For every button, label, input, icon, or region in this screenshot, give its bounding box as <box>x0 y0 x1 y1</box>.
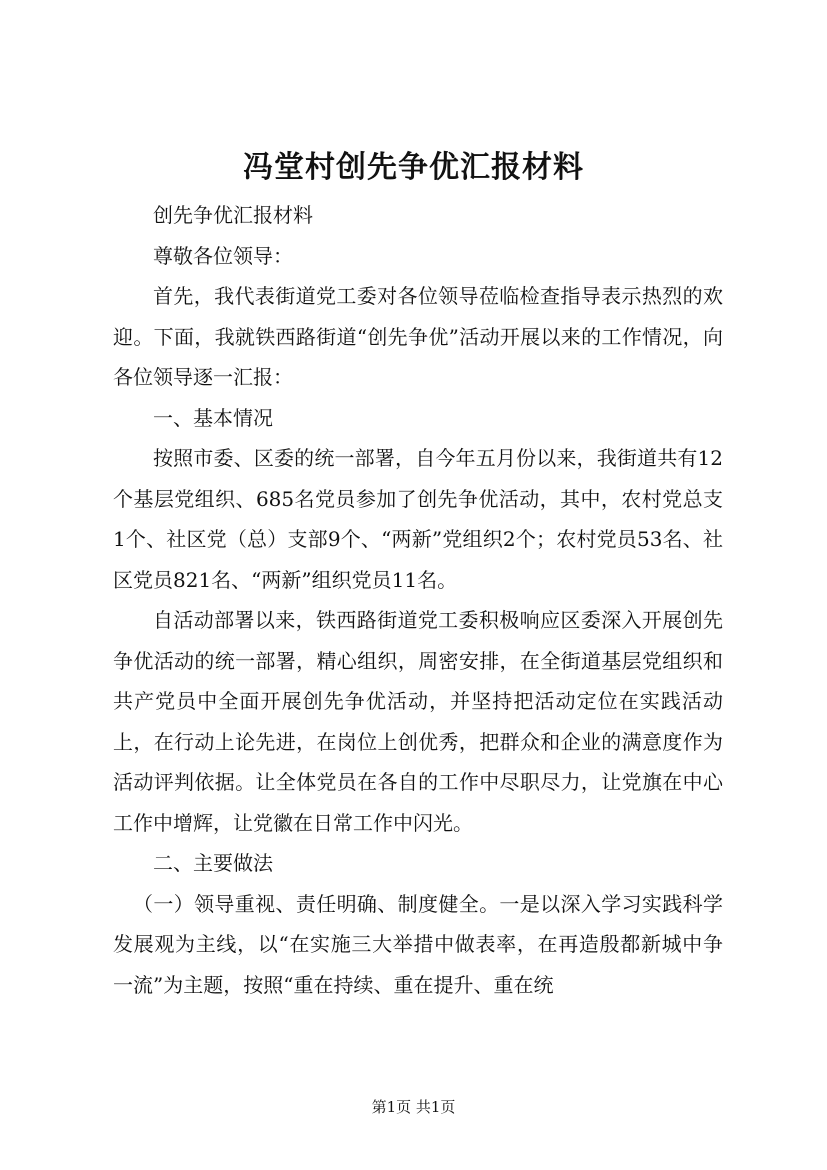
paragraph-subtitle: 创先争优汇报材料 <box>153 203 313 227</box>
page-footer: 第1页 共1页 <box>371 1098 456 1116</box>
section-heading-basic: 一、基本情况 <box>153 405 273 430</box>
paragraph-opening: 首先，我代表街道党工委对各位领导莅临检查指导表示热烈的欢迎。下面，我就铁西路街道“创先争优”活动开展以来的工作情况，向各位领导逐一汇报： <box>113 284 723 389</box>
section-heading-practices: 二、主要做法 <box>153 851 273 875</box>
paragraph-activity-deployment: 自活动部署以来，铁西路街道党工委积极响应区委深入开展创先争优活动的统一部署，精心组织，周密安排，在全街道基层党组织和共产党员中全面开展创先争优活动，并坚持把活动定位在实践活动上，在行动上论先进，在岗位上创优秀，把群众和企业的满意度作为活动评判依据。让全体党员在各自的工作中尽职尽力，让党旗在中心工作中增辉，让党徽在日常工作中闪光。 <box>113 608 723 835</box>
paragraph-basic-situation: 按照市委、区委的统一部署，自今年五月份以来，我街道共有12个基层党组织、685名党员参加了创先争优活动，其中，农村党总支1个、社区党（总）支部9个、“两新”党组织2个；农村党员53名、社区党员821名、“两新”组织党员11名。 <box>113 446 723 592</box>
paragraph-leadership: （一）领导重视、责任明确、制度健全。一是以深入学习实践科学发展观为主线，以“在实施三大举措中做表率，在再造殷都新城中争一流”为主题，按照“重在持续、重在提升、重在统 <box>113 891 723 997</box>
document-body <box>113 195 723 1005</box>
document-title: 冯堂村创先争优汇报材料 <box>243 150 584 185</box>
paragraph-salutation: 尊敬各位领导： <box>153 243 293 268</box>
